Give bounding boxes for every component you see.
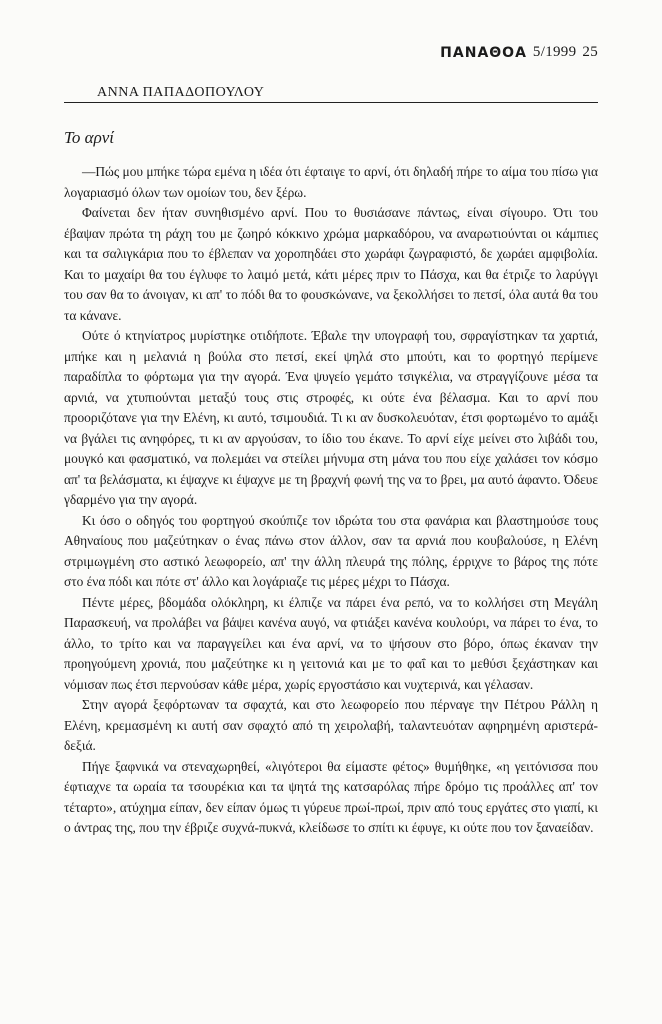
header-divider	[64, 102, 598, 103]
author-name: ΑΝΝΑ ΠΑΠΑΔΟΠΟΥΛΟΥ	[97, 85, 265, 100]
paragraph: —Πώς μου μπήκε τώρα εμένα η ιδέα ότι έφταιγε το αρνί, ότι δηλαδή πήρε το αίμα του πίσω για λογαριασμό όλων των ομοίων του, δεν ξέρω.	[64, 164, 598, 200]
page-header	[440, 44, 598, 61]
paragraph: Κι όσο ο οδηγός του φορτηγού σκούπιζε τον ιδρώτα του στα φανάρια και βλαστημούσε τους Αθηναίους που μαζεύτηκαν ο ένας πάνω στον άλλον, σαν τα αρνιά που κουβαλούσε, η Ελένη στριμωγμένη στο αστικό λεωφορείο, απ' την άλλη πλευρά της πόλης, έρριχνε το βάρος της πότε στο ένα πόδι και πότε στ' άλλο και λογάριαζε τις μέρες μέχρι το Πάσχα.	[64, 512, 598, 589]
story-title: Το αρνί	[64, 128, 115, 147]
issue-number: 5/1999	[532, 44, 577, 60]
magazine-name: ΠΑΝΑΘΟΑ	[440, 44, 527, 61]
paragraph: Πέντε μέρες, βδομάδα ολόκληρη, κι έλπιζε να πάρει ένα ρεπό, να το κολλήσει στη Μεγάλη Παρασκευή, να προλάβει να βάψει κανένα αυγό, να φτιάξει κανένα κουλούρι, να πάρει το ένα, το άλλο, το τρίτο και να παραγγείλει και ένα αρνί, να το ψήσουν στο βόρο, όπως έκαναν την προηγούμενη χρονιά, που μαζεύτηκε κι η γειτονιά και με το φαΐ και το μεθύσι ξεχάστηκαν και νόμισαν πως έτσι περνούσαν κάθε μέρα, χωρίς εργοστάσιο και νυχτερινά, και γέλασαν.	[64, 594, 598, 692]
paragraph: Πήγε ξαφνικά να στεναχωρηθεί, «λιγότεροι θα είμαστε φέτος» θυμήθηκε, «η γειτόνισσα που έφτιαχνε τα ωραία τα τσουρέκια και τα ψητά της κατσαρόλας πήρε δρόμο τις προάλλες απ' τον τέταρτο», ατύχημα είπαν, δεν είπαν όμως τι γύρευε πρωί-πρωί, πριν από τους εργάτες στο γιαπί, κι ο άντρας της, που την έβριζε συχνά-πυκνά, κλείδωσε το σπίτι κι έφυγε, κι ούτε που τον ξαναείδαν.	[64, 758, 598, 835]
paragraph: Ούτε ό κτηνίατρος μυρίστηκε οτιδήποτε. Έβαλε την υπογραφή του, σφραγίστηκαν τα χαρτιά, μπήκε και η μελανιά η βούλα στο πετσί, εκεί ψηλά στο μπούτι, και το φορτηγό περίμενε παραδίπλα το φόρτωμα για την αγορά. Ένα ψυγείο γεμάτο τσιγκέλια, να στραγγίζουνε μέσα τα αρνιά, να χτυπιούνται μεταξύ τους στις στροφές, κι ούτε ένα βέλασμα. Και το αρνί που προοριζότανε για την Ελένη, κι αυτό, τσιμουδιά. Τι κι αν δυσκολευόταν, έτσι φορτωμένο το αμάξι να βγάλει τις ανηφόρες, τι κι αν αργούσαν, το ίδιο του έκανε. Το αρνί είχε μείνει στο λιβάδι του, μουγκό και φασματικό, να πολεμάει να στείλει μήνυμα στη μάνα του που είχε χαλάσει τον κόσμο απ' τα βελάσματα, κι έψαχνε κι έψαχνε με τη βραχνή φωνή της να το βρει, μα αυτό άφαντο. Όδευε γδαρμένο για την αγορά.	[64, 328, 598, 507]
paragraph: Φαίνεται δεν ήταν συνηθισμένο αρνί. Που το θυσιάσανε πάντως, είναι σίγουρο. Ότι του έβαψαν πρώτα τη ράχη του με ζωηρό κόκκινο χρώμα μαρκαδόρου, να αναρωτιούνται οι κάμπιες και τα σαλιγκάρια που το έβλεπαν να χοροπηδάει στο χωράφι ζωγραφιστό, δε χωράει αμφιβολία. Και το μαχαίρι θα του έγλυφε το λαιμό μετά, κάτι μέρες πριν το Πάσχα, και θα έτριζε το λαρύγγι του σαν θα το άνοιγαν, κι απ' το πόδι θα το φουσκώνανε, να ξεκολλήσει το πετσί, όλα αυτά θα του τα κάνανε.	[64, 205, 598, 323]
story-body	[64, 162, 598, 839]
page-number: 25	[582, 44, 598, 60]
paragraph: Στην αγορά ξεφόρτωναν τα σφαχτά, και στο λεωφορείο που πέρναγε την Πέτρου Ράλλη η Ελένη, κρεμασμένη κι αυτή σαν σφαχτό από τη χειρολαβή, ταλαντευόταν αφηρημένη αριστερά-δεξιά.	[64, 697, 598, 753]
